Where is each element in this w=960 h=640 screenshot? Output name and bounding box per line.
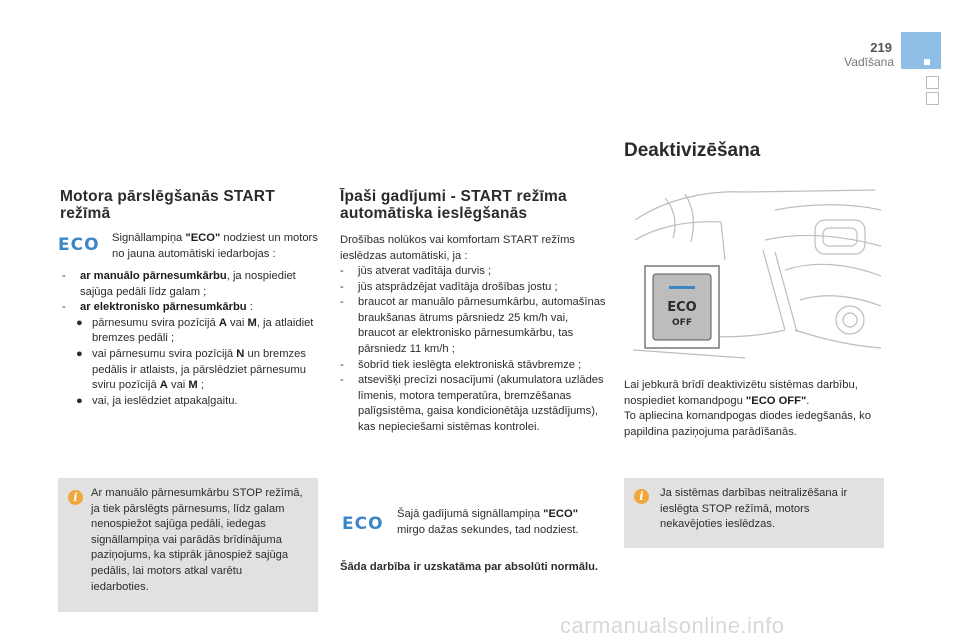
- list-subitem: ● vai, ja ieslēdziet atpakaļgaitu.: [76, 394, 238, 407]
- list-item: - braucot ar manuālo pārnesumkārbu, automašīnas braukšanas ātrums pārsniedz 25 km/h vai, braucot ar elektronisko pārnesumkārbu, tas pārsniedz 11 km/h ;: [340, 296, 606, 355]
- eco-indicator-icon: ECO: [342, 514, 384, 534]
- info-icon: i: [68, 490, 83, 505]
- info-text: Ar manuālo pārnesumkārbu STOP režīmā, ja tiek pārslēgts pārnesums, līdz galam nenospiežot sajūga pedāli, iedegas signāllampiņa vai parādās brīdinājuma paziņojums, ka stiprāk jānospiež sajūga pedālis, lai motors atkal varētu iedarboties.: [91, 487, 303, 593]
- list-item: - ar elektronisko pārnesumkārbu :: [62, 301, 253, 314]
- start-conditions-list: [62, 269, 324, 409]
- deactivation-paragraph: Lai jebkurā brīdī deaktivizētu sistēmas darbību, nospiediet komandpogu "ECO OFF". To apliecina komandpogas diodes iedegšanās, ko papildina paziņojuma parādīšanās.: [624, 379, 871, 438]
- section-title: Vadīšana: [844, 55, 894, 69]
- list-subitem: ● vai pārnesumu svira pozīcijā N un bremzes pedālis ir atlaists, ja pārslēdziet pārnesumu sviru pozīcijā A vai M ;: [76, 347, 306, 392]
- eco-off-button-illustration: [625, 180, 883, 368]
- chapter-tab[interactable]: [926, 76, 939, 89]
- info-icon: i: [634, 489, 649, 504]
- eco-blink-paragraph: Šajā gadījumā signāllampiņa "ECO" mirgo dažas sekundes, tad nodziest.: [397, 508, 579, 536]
- section-heading-special-cases: Īpaši gadījumi - START režīma automātiska ieslēgšanās: [340, 188, 567, 222]
- section-heading-deactivation: Deaktivizēšana: [624, 140, 761, 161]
- tab-marker-icon: [924, 59, 930, 65]
- section-heading-start-mode: Motora pārslēgšanās START režīmā: [60, 188, 275, 222]
- list-subitem: ● pārnesumu svira pozīcijā A vai M, ja atlaidiet bremzes pedāli ;: [76, 316, 314, 345]
- info-text: Ja sistēmas darbības neitralizēšana ir ieslēgta STOP režīmā, motors nekavējoties ieslēdzas.: [660, 487, 848, 531]
- special-cases-list: [340, 264, 606, 436]
- list-item: - jūs atverat vadītāja durvis ;: [340, 265, 492, 277]
- info-box-manual-gearbox: [58, 478, 318, 612]
- special-cases-intro: Drošības nolūkos vai komfortam START režīms ieslēdzas automātiski, ja :: [340, 234, 576, 262]
- list-item: - šobrīd tiek ieslēgta elektroniskā stāvbremze ;: [340, 358, 582, 371]
- chapter-tab[interactable]: [926, 92, 939, 105]
- list-item: - ar manuālo pārnesumkārbu, ja nospiediet sajūga pedāli līdz galam ;: [62, 270, 296, 298]
- info-box-neutralization: [624, 478, 884, 548]
- watermark: carmanualsonline.info: [560, 613, 785, 638]
- page-number: 219: [870, 40, 892, 55]
- normal-note: Šāda darbība ir uzskatāma par absolūti normālu.: [340, 561, 599, 573]
- list-item: - atsevišķi precīzi nosacījumi (akumulatora uzlādes līmenis, motora temperatūra, bremzēšanas palīgsistēma, gaisa kondicionētāja uzstādījums), kas nepieciešami sistēmas kontrolei.: [340, 374, 604, 433]
- eco-off-button-label-top: ECO: [667, 300, 697, 315]
- eco-off-button-label-bottom: OFF: [672, 318, 692, 328]
- eco-indicator-icon: ECO: [58, 235, 100, 255]
- list-item: - jūs atsprādzējat vadītāja drošības jostu ;: [340, 280, 558, 293]
- chapter-tab-active[interactable]: [901, 32, 941, 69]
- dashboard-drawing: [625, 180, 883, 368]
- eco-paragraph: Signāllampiņa "ECO" nodziest un motors no jauna automātiski iedarbojas :: [112, 232, 318, 260]
